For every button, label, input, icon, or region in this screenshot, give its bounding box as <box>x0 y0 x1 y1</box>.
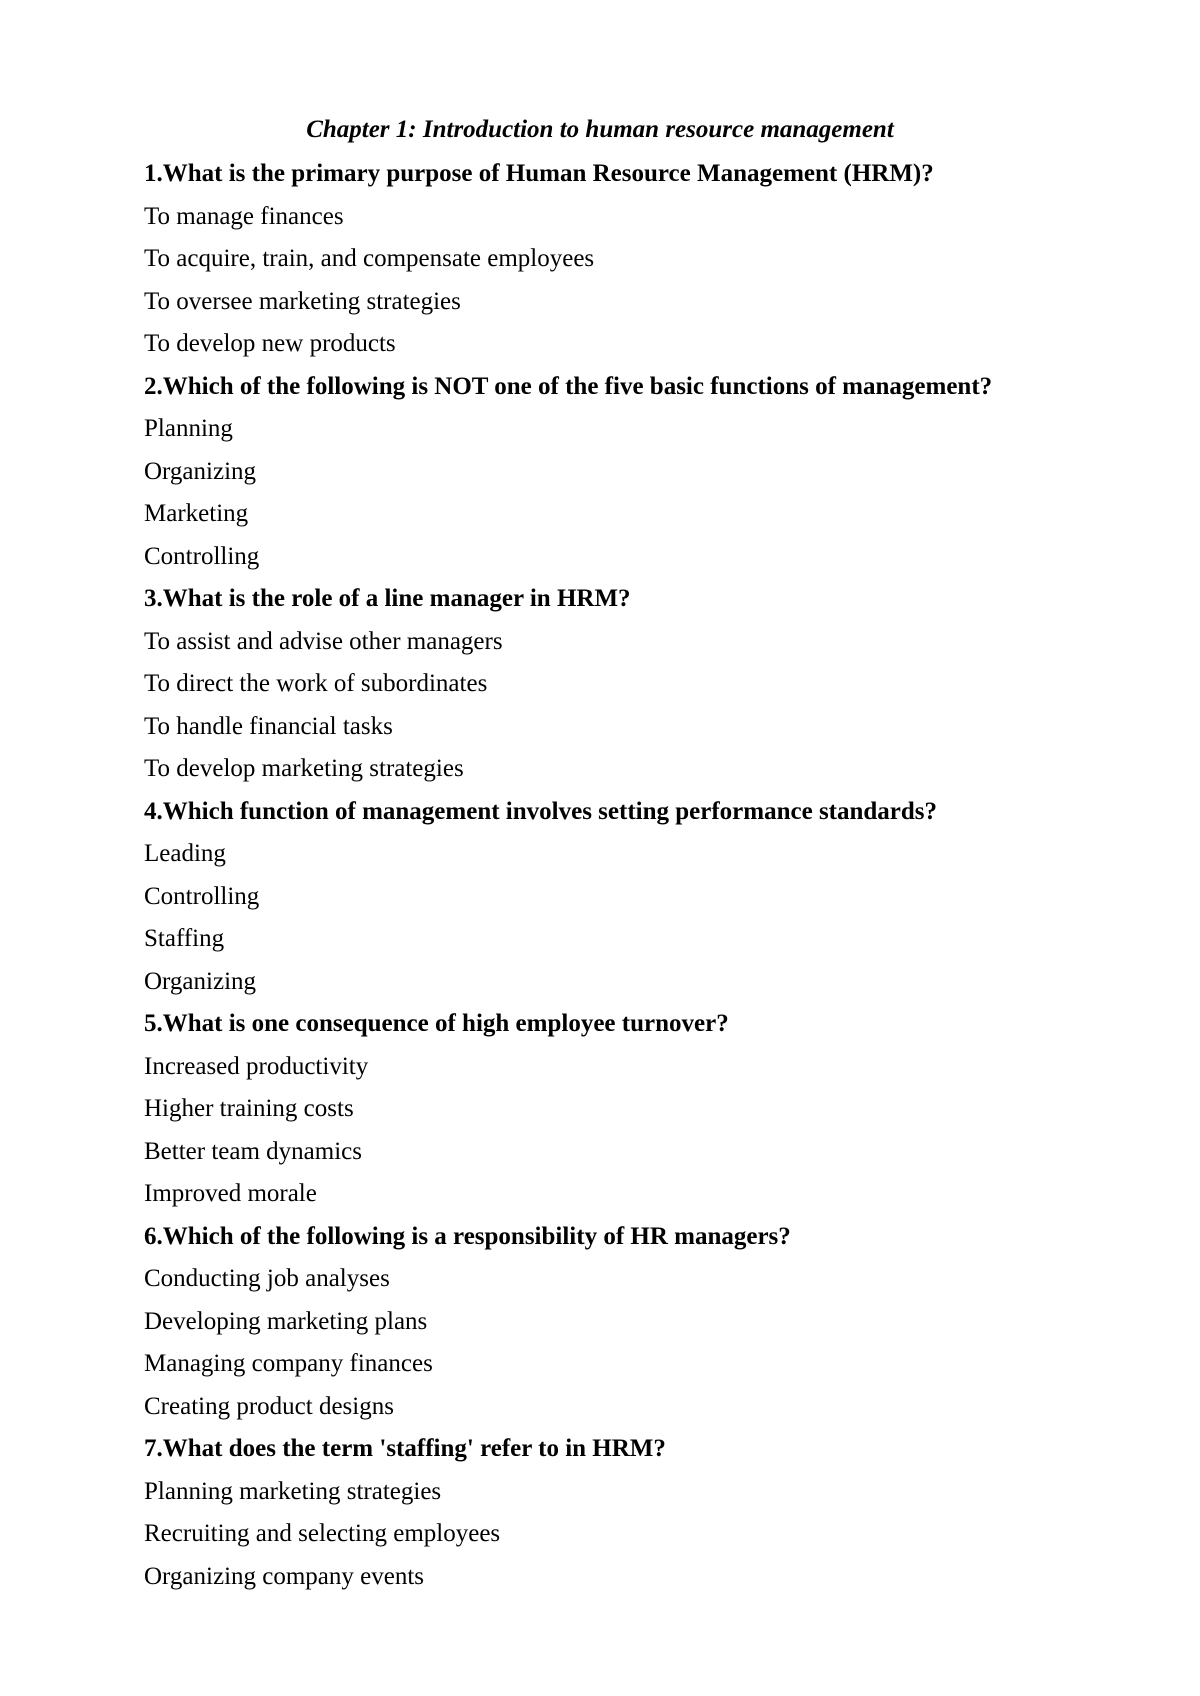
answer-option: Recruiting and selecting employees <box>144 1520 501 1547</box>
answer-option: Controlling <box>144 882 260 910</box>
question-block <box>144 366 1164 579</box>
answer-option: Creating product designs <box>144 1392 394 1420</box>
question-block <box>144 1216 1164 1429</box>
answer-option: Improved morale <box>144 1180 317 1207</box>
question-block <box>144 578 1164 791</box>
question-block <box>144 153 1164 366</box>
answer-option: To develop marketing strategies <box>144 755 464 782</box>
answer-option: Controlling <box>144 542 260 570</box>
question-block <box>144 1003 1164 1216</box>
answer-option: Increased productivity <box>144 1052 369 1080</box>
question-block <box>144 1428 1164 1598</box>
answer-option: To direct the work of subordinates <box>144 670 488 697</box>
answer-option: Higher training costs <box>144 1095 354 1122</box>
answer-option: Organizing <box>144 967 257 995</box>
answer-option: Conducting job analyses <box>144 1265 390 1292</box>
question-list <box>144 153 1164 1598</box>
question-text: 3.What is the role of a line manager in HRM? <box>144 585 631 612</box>
answer-option: Organizing <box>144 457 257 485</box>
answer-option: Marketing <box>144 500 249 527</box>
answer-option: Developing marketing plans <box>144 1307 428 1335</box>
question-text: 1.What is the primary purpose of Human Resource Management (HRM)? <box>144 160 934 187</box>
answer-option: Better team dynamics <box>144 1137 362 1165</box>
answer-option: To develop new products <box>144 330 396 357</box>
question-text: 4.Which function of management involves setting performance standards? <box>144 797 938 825</box>
question-text: 6.Which of the following is a responsibility of HR managers? <box>144 1222 791 1250</box>
answer-option: Leading <box>144 840 226 867</box>
answer-option: Organizing company events <box>144 1562 425 1590</box>
answer-option: Managing company finances <box>144 1350 433 1377</box>
question-text: 7.What does the term 'staffing' refer to in HRM? <box>144 1435 666 1462</box>
answer-option: To handle financial tasks <box>144 712 393 740</box>
answer-option: To manage finances <box>144 202 344 230</box>
answer-option: To assist and advise other managers <box>144 627 503 655</box>
answer-option: Staffing <box>144 925 225 952</box>
answer-option: To acquire, train, and compensate employees <box>144 245 595 272</box>
question-block <box>144 791 1164 1004</box>
answer-option: Planning marketing strategies <box>144 1477 442 1505</box>
chapter-title: Chapter 1: Introduction to human resource management <box>306 116 894 143</box>
question-text: 2.Which of the following is NOT one of the five basic functions of management? <box>144 372 993 400</box>
answer-option: To oversee marketing strategies <box>144 287 461 315</box>
question-text: 5.What is one consequence of high employee turnover? <box>144 1010 729 1037</box>
answer-option: Planning <box>144 415 233 442</box>
